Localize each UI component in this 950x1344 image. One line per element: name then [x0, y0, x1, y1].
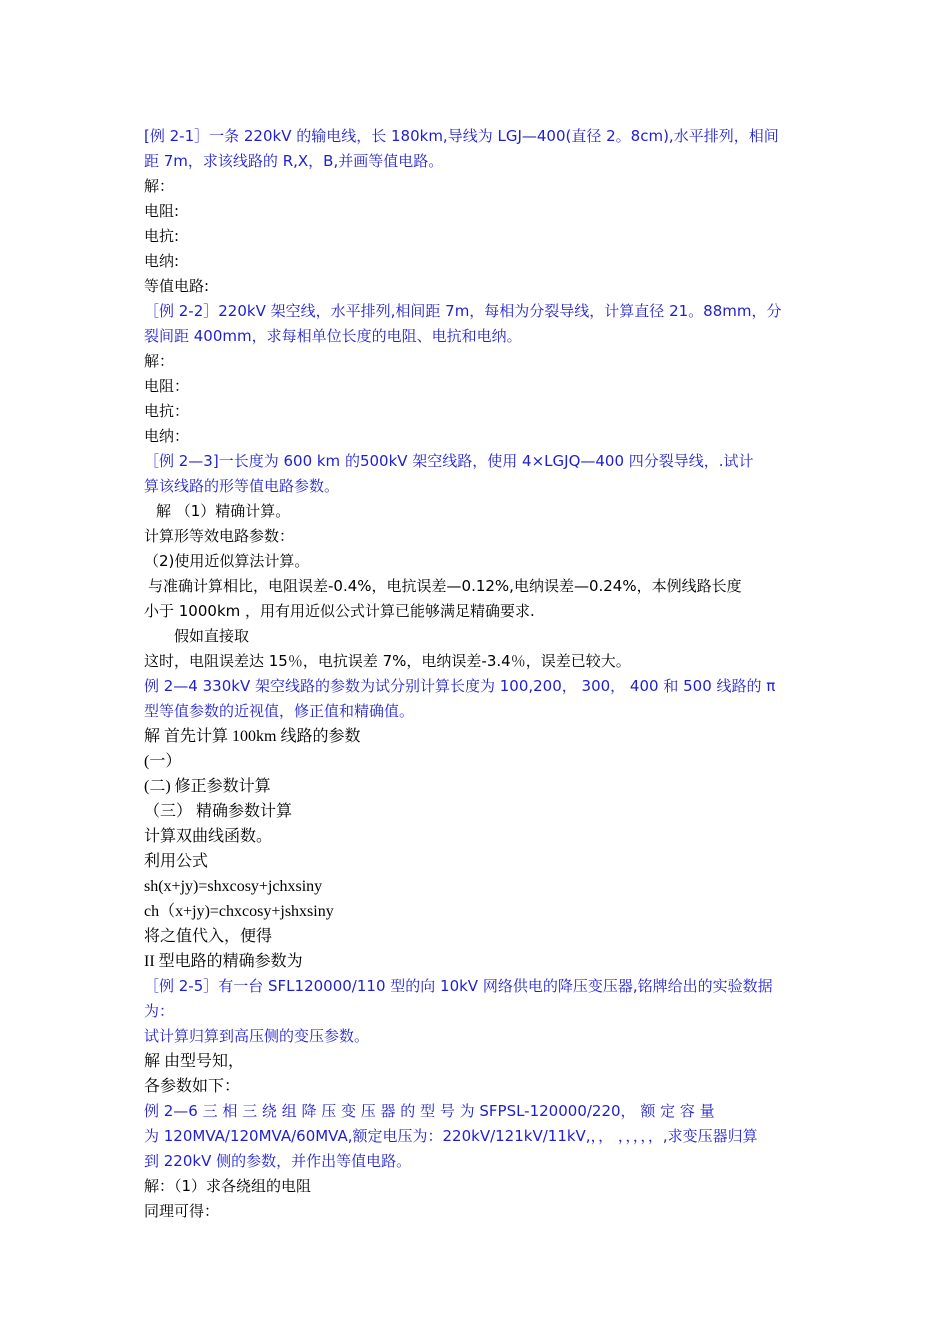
section-three: （三） 精确参数计算 — [144, 803, 293, 820]
resistance-label: 电阻: — [144, 202, 180, 220]
example-2-5-task: 试计算归算到高压侧的变压参数。 — [144, 1027, 370, 1045]
example-2-4-statement: 例 2—4 330kV 架空线路的参数为试分别计算长度为 100,200， 300， 400 和 500 线路的 π — [144, 677, 776, 695]
calc-circuit-params: 计算形等效电路参数： — [144, 527, 295, 545]
example-2-6-statement-end: 到 220kV 侧的参数，并作出等值电路。 — [144, 1152, 412, 1170]
example-2-6-statement: 例 2—6 三 相 三 绕 组 降 压 变 压 器 的 型 号 为 SFPSL-120000/220， 额 定 容 量 — [144, 1102, 715, 1120]
example-2-3-statement: ［例 2—3]一长度为 600 km 的500kV 架空线路，使用 4×LGJQ—400 四分裂导线，.试计 — [144, 452, 754, 470]
solution-label: 解： — [144, 352, 175, 370]
example-2-3-statement-cont: 算该线路的形等值电路参数。 — [144, 477, 340, 495]
hyperbolic-calc: 计算双曲线函数。 — [144, 828, 273, 845]
example-2-5-statement: ［例 2-5］有一台 SFL120000/110 型的向 10kV 网络供电的降压变压器,铭牌给出的实验数据 — [144, 977, 773, 995]
direct-take-note: 假如直接取 — [174, 627, 250, 645]
substitute-values: 将之值代入，便得 — [144, 928, 273, 945]
error-comparison-cont: 小于 1000km ，用有用近似公式计算已能够满足精确要求. — [144, 602, 535, 620]
example-2-1-statement: [例 2-1］一条 220kV 的输电线，长 180km,导线为 LGJ—400(直径 2。8cm),水平排列，相间 — [144, 127, 779, 145]
solution-label: 解： — [144, 177, 175, 195]
pi-circuit-exact-params: II 型电路的精确参数为 — [144, 953, 303, 970]
example-2-6-statement-cont: 为 120MVA/120MVA/60MVA,额定电压为：220kV/121kV/11kV,，， ，，，，，,求变压器归算 — [144, 1127, 758, 1145]
error-large-note: 这时，电阻误差达 15％，电抗误差 7%，电纳误差-3.4％，误差已较大。 — [144, 652, 631, 670]
reactance-label: 电抗: — [144, 227, 180, 245]
equivalent-circuit-label: 等值电路: — [144, 277, 210, 295]
susceptance-label: 电纳: — [144, 252, 180, 270]
resistance-label: 电阻： — [144, 377, 190, 395]
section-two: (二) 修正参数计算 — [144, 778, 271, 795]
solution-step-1: 解 （1）精确计算。 — [156, 502, 291, 520]
similarly-obtained: 同理可得： — [144, 1202, 220, 1220]
document-body — [144, 124, 808, 1224]
winding-resistance-step: 解：（1）求各绕组的电阻 — [144, 1177, 312, 1195]
error-comparison: 与准确计算相比，电阻误差-0.4%，电抗误差—0.12%,电纳误差—0.24%，本例线路长度 — [148, 577, 742, 595]
example-2-1-statement-cont: 距 7m，求该线路的 R,X，B,并画等值电路。 — [144, 152, 444, 170]
parameters-as-follows: 各参数如下： — [144, 1078, 241, 1095]
section-one: (一） — [144, 753, 182, 770]
example-2-4-statement-cont: 型等值参数的近视值，修正值和精确值。 — [144, 702, 415, 720]
reactance-label: 电抗： — [144, 402, 190, 420]
use-formula: 利用公式 — [144, 853, 209, 870]
example-2-2-statement-cont: 裂间距 400mm，求每相单位长度的电阻、电抗和电纳。 — [144, 327, 522, 345]
formula-sh: sh(x+jy)=shxcosy+jchxsiny — [144, 878, 323, 895]
formula-ch: ch（x+jy)=chxcosy+jshxsiny — [144, 903, 334, 920]
susceptance-label: 电纳： — [144, 427, 190, 445]
example-2-4-solution: 解 首先计算 100km 线路的参数 — [144, 728, 361, 745]
example-2-5-solution: 解 由型号知， — [144, 1053, 245, 1070]
solution-step-2: （2)使用近似算法计算。 — [144, 552, 310, 570]
example-2-5-statement-cont: 为： — [144, 1002, 175, 1020]
example-2-2-statement: ［例 2-2］220kV 架空线，水平排列,相间距 7m，每相为分裂导线，计算直径 21。88mm，分 — [144, 302, 782, 320]
